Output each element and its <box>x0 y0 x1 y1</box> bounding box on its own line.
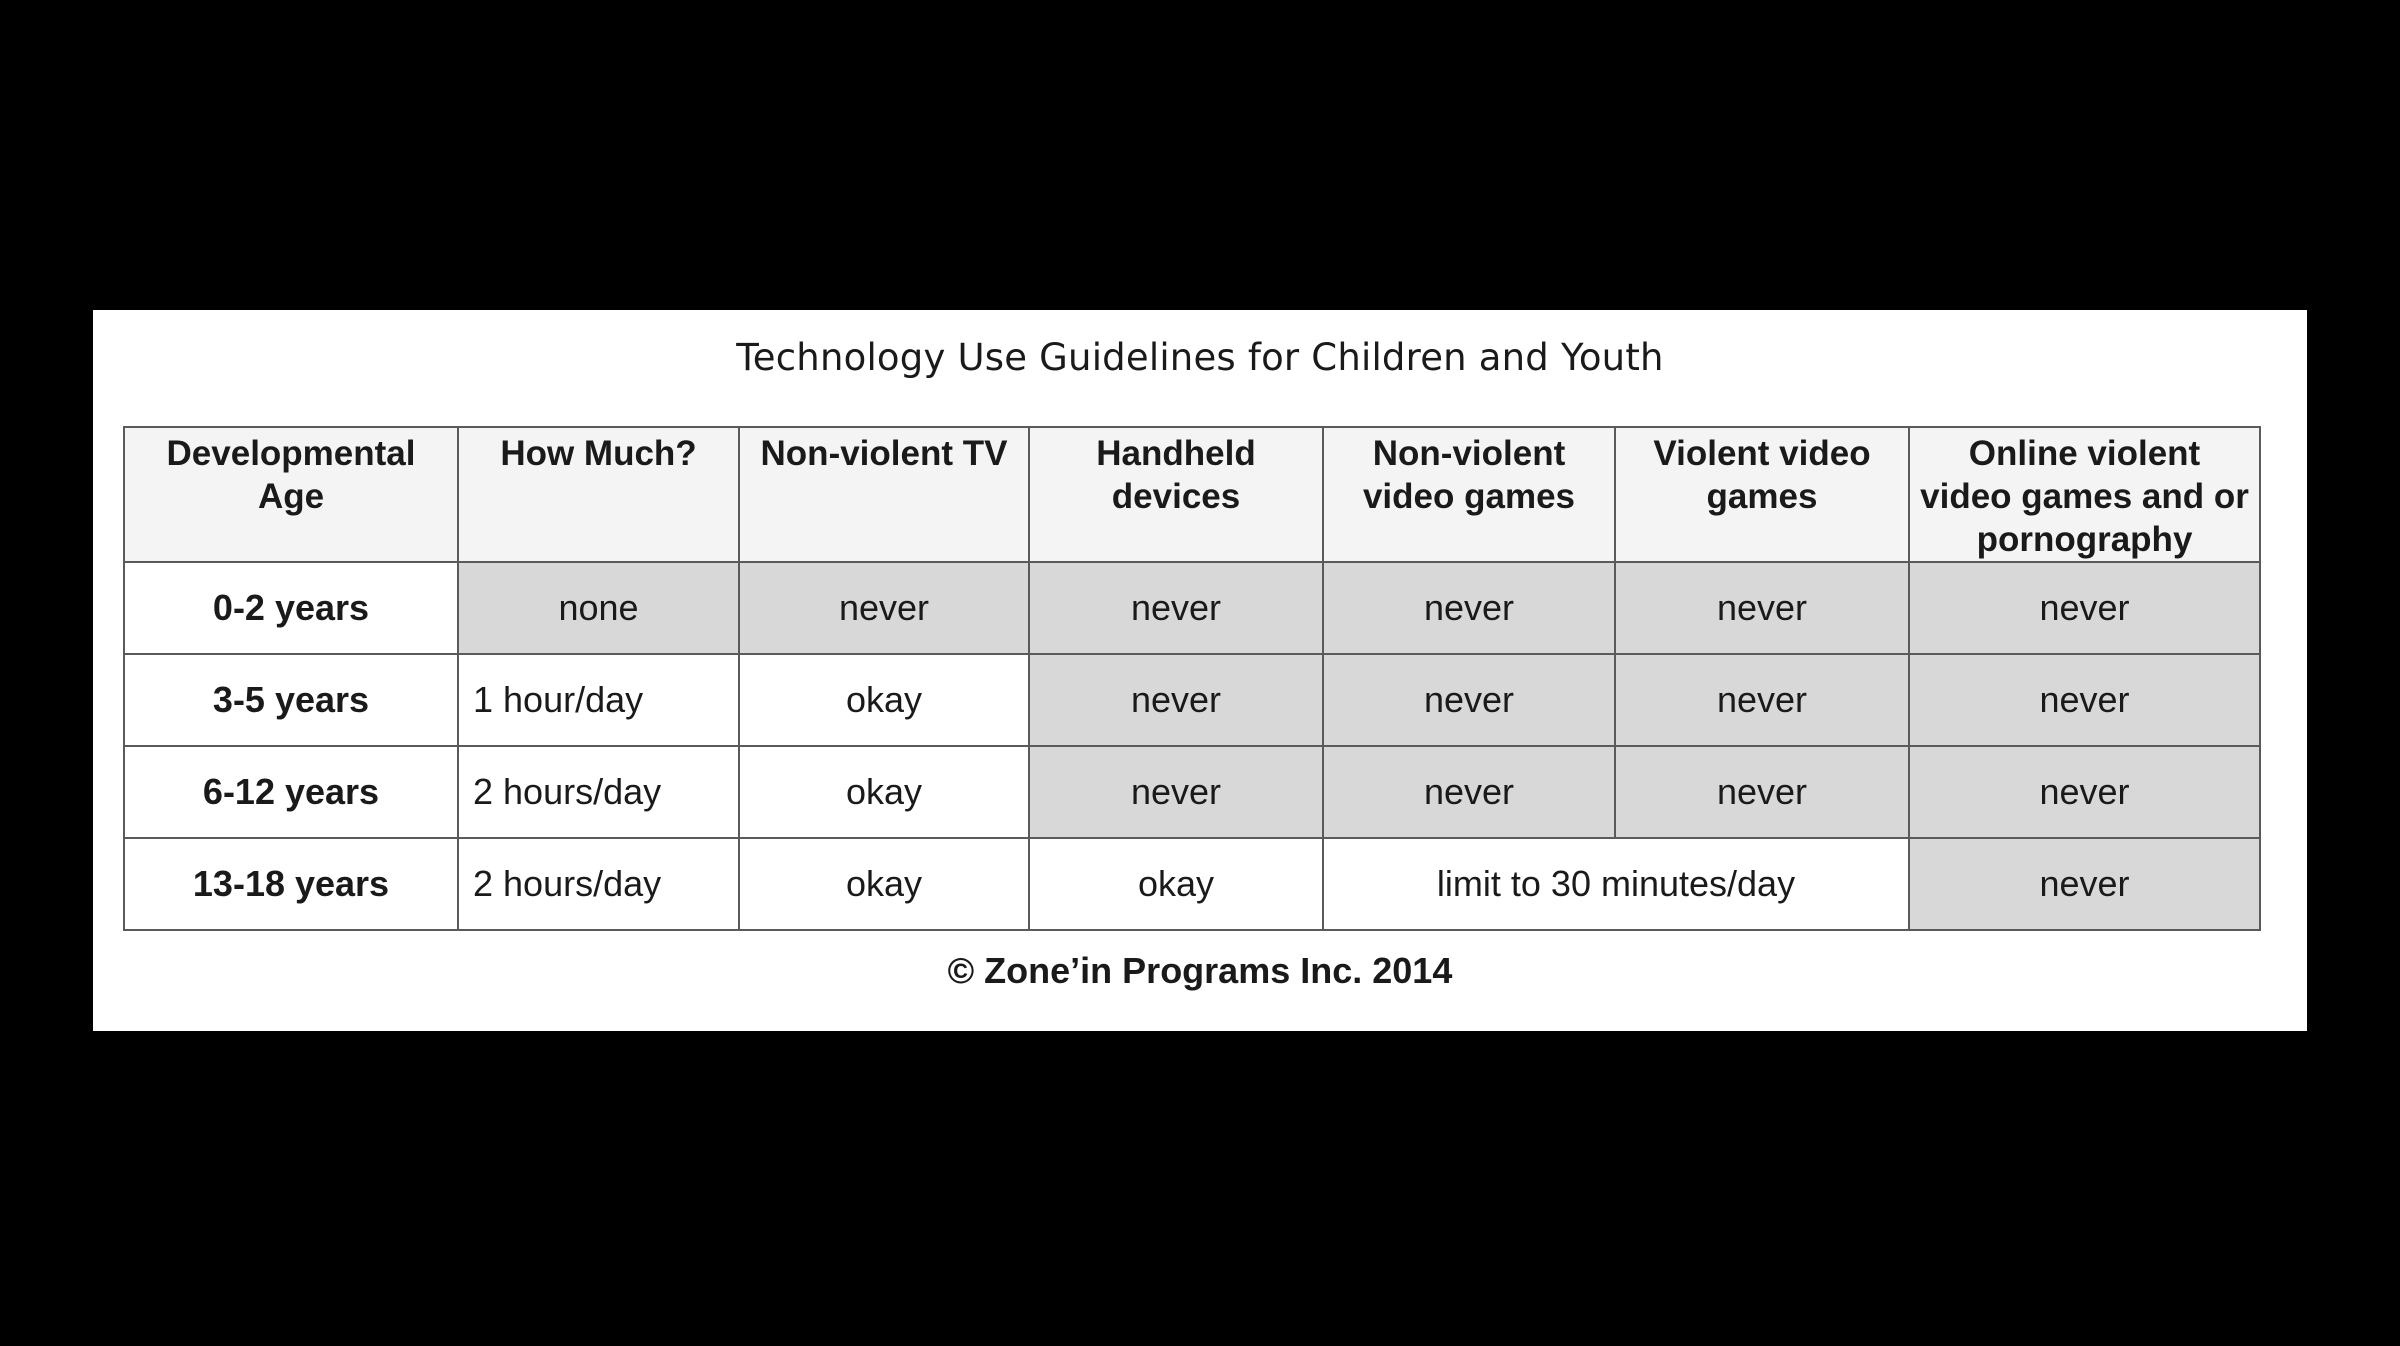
handheld-cell: never <box>1029 562 1323 654</box>
header-handheld-devices: Handheld devices <box>1029 427 1323 562</box>
tv-cell: okay <box>739 838 1029 930</box>
violent-games-cell: never <box>1615 746 1909 838</box>
guidelines-card <box>93 310 2307 1031</box>
handheld-cell: never <box>1029 654 1323 746</box>
header-non-violent-video-games: Non-violent video games <box>1323 427 1615 562</box>
header-non-violent-tv: Non-violent TV <box>739 427 1029 562</box>
nv-games-cell: never <box>1323 562 1615 654</box>
how-much-cell: 2 hours/day <box>458 746 739 838</box>
table-row <box>124 746 2260 838</box>
nv-games-cell: never <box>1323 654 1615 746</box>
online-cell: never <box>1909 654 2260 746</box>
header-violent-video-games: Violent video games <box>1615 427 1909 562</box>
online-cell: never <box>1909 562 2260 654</box>
age-cell: 3-5 years <box>124 654 458 746</box>
age-cell: 0-2 years <box>124 562 458 654</box>
table-row <box>124 654 2260 746</box>
handheld-cell: okay <box>1029 838 1323 930</box>
how-much-cell: 2 hours/day <box>458 838 739 930</box>
handheld-cell: never <box>1029 746 1323 838</box>
age-cell: 13-18 years <box>124 838 458 930</box>
tv-cell: okay <box>739 654 1029 746</box>
tv-cell: never <box>739 562 1029 654</box>
header-online-violent-games: Online violent video games and or pornography <box>1909 427 2260 562</box>
guidelines-table <box>123 426 2261 931</box>
online-cell: never <box>1909 838 2260 930</box>
table-title: Technology Use Guidelines for Children and Youth <box>736 336 1664 379</box>
copyright-footer: © Zone’in Programs Inc. 2014 <box>947 950 1453 991</box>
violent-games-cell: never <box>1615 654 1909 746</box>
header-how-much: How Much? <box>458 427 739 562</box>
table-row <box>124 562 2260 654</box>
table-row <box>124 838 2260 930</box>
violent-games-cell: never <box>1615 562 1909 654</box>
how-much-cell: none <box>458 562 739 654</box>
online-cell: never <box>1909 746 2260 838</box>
games-limit-cell: limit to 30 minutes/day <box>1323 838 1909 930</box>
header-row <box>124 427 2260 562</box>
header-developmental-age: Developmental Age <box>124 427 458 562</box>
tv-cell: okay <box>739 746 1029 838</box>
how-much-cell: 1 hour/day <box>458 654 739 746</box>
nv-games-cell: never <box>1323 746 1615 838</box>
age-cell: 6-12 years <box>124 746 458 838</box>
